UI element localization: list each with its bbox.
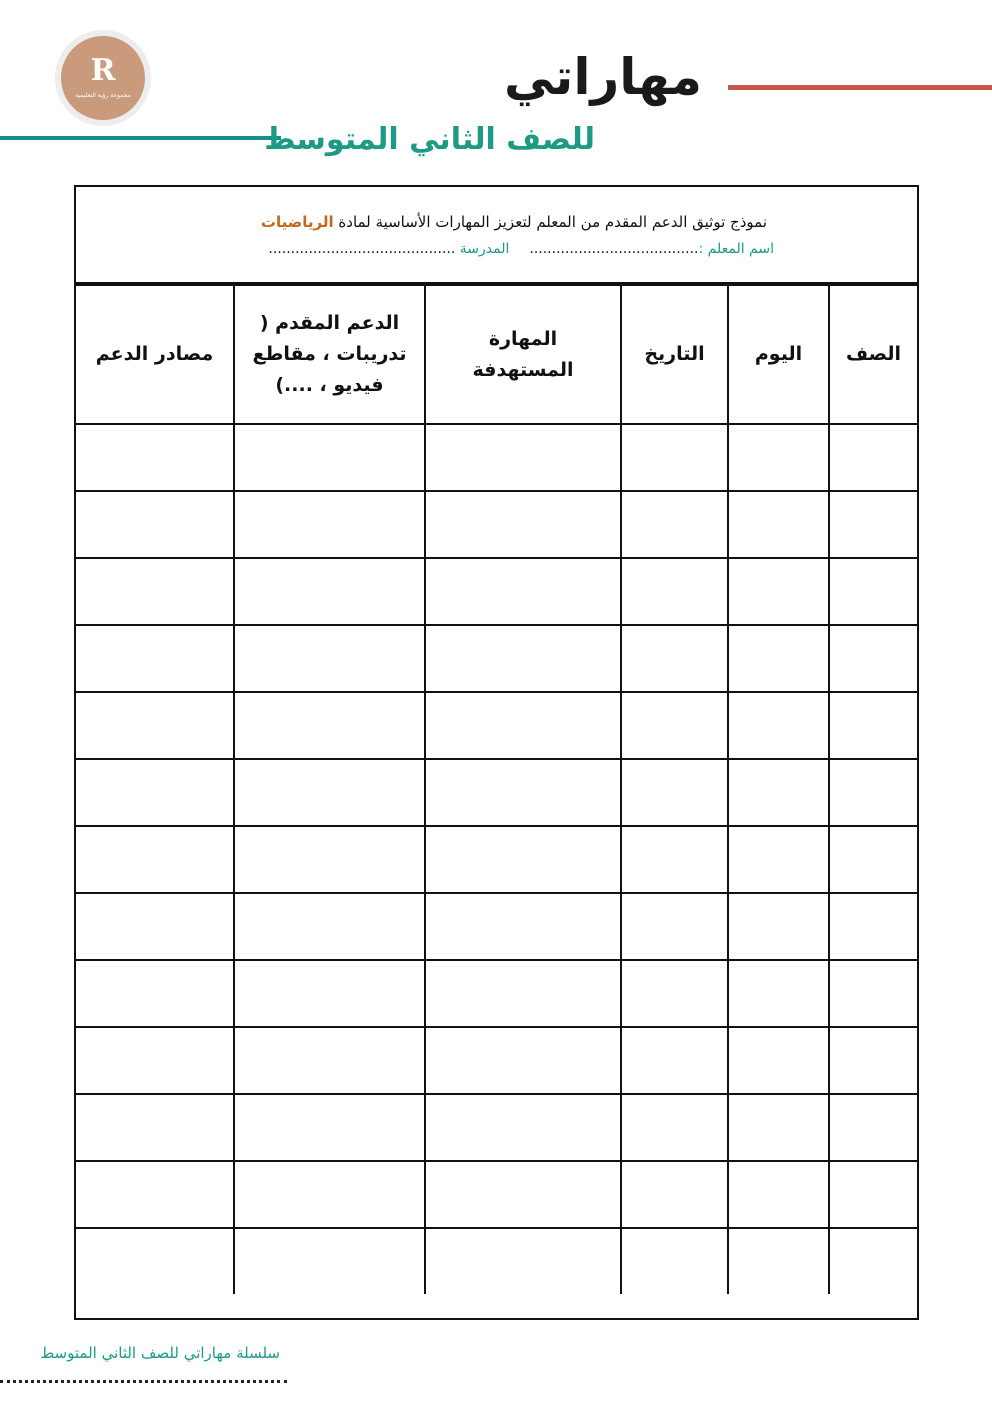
support-form	[74, 185, 919, 1320]
table-row	[76, 759, 917, 826]
table-row	[76, 1094, 917, 1161]
table-cell[interactable]	[425, 1094, 621, 1161]
table-cell[interactable]	[76, 424, 234, 491]
form-info	[76, 187, 917, 284]
table-row	[76, 1027, 917, 1094]
table-cell[interactable]	[621, 1027, 728, 1094]
table-cell[interactable]	[425, 491, 621, 558]
form-heading	[261, 213, 767, 231]
teacher-label: اسم المعلم :	[698, 241, 774, 257]
col-header-target-skill: المهارة المستهدفة	[425, 285, 621, 424]
table-cell[interactable]	[621, 1094, 728, 1161]
table-cell[interactable]	[234, 491, 425, 558]
table-cell[interactable]	[728, 1228, 829, 1294]
table-cell[interactable]	[234, 759, 425, 826]
table-row	[76, 692, 917, 759]
table-cell[interactable]	[728, 692, 829, 759]
col-header-date: التاريخ	[621, 285, 728, 424]
table-cell[interactable]	[234, 1161, 425, 1228]
table-cell[interactable]	[76, 491, 234, 558]
table-cell[interactable]	[621, 893, 728, 960]
table-cell[interactable]	[829, 759, 917, 826]
table-cell[interactable]	[728, 424, 829, 491]
table-cell[interactable]	[621, 1161, 728, 1228]
table-cell[interactable]	[829, 1161, 917, 1228]
table-header-row	[76, 285, 917, 424]
table-cell[interactable]	[728, 625, 829, 692]
table-cell[interactable]	[425, 893, 621, 960]
table-cell[interactable]	[829, 893, 917, 960]
table-cell[interactable]	[621, 1228, 728, 1294]
table-cell[interactable]	[425, 1027, 621, 1094]
logo-badge	[61, 36, 145, 120]
table-cell[interactable]	[425, 692, 621, 759]
table-cell[interactable]	[621, 826, 728, 893]
table-cell[interactable]	[829, 1027, 917, 1094]
table-cell[interactable]	[728, 893, 829, 960]
table-cell[interactable]	[76, 1228, 234, 1294]
table-cell[interactable]	[829, 960, 917, 1027]
table-cell[interactable]	[425, 424, 621, 491]
red-rule	[728, 85, 992, 90]
page-subtitle: للصف الثاني المتوسط	[264, 122, 595, 157]
table-cell[interactable]	[829, 692, 917, 759]
table-cell[interactable]	[425, 1228, 621, 1294]
table-cell[interactable]	[728, 759, 829, 826]
table-cell[interactable]	[234, 558, 425, 625]
table-cell[interactable]	[728, 558, 829, 625]
form-heading-text: نموذج توثيق الدعم المقدم من المعلم لتعزيز المهارات الأساسية لمادة	[338, 213, 767, 231]
logo-mark: R	[90, 53, 116, 88]
table-row	[76, 558, 917, 625]
table-row	[76, 960, 917, 1027]
table-cell[interactable]	[76, 558, 234, 625]
table-cell[interactable]	[621, 759, 728, 826]
table-cell[interactable]	[829, 1228, 917, 1294]
table-cell[interactable]	[234, 424, 425, 491]
table-cell[interactable]	[76, 1161, 234, 1228]
col-header-support-provided: الدعم المقدم ( تدريبات ، مقاطع فيديو ، ....)	[234, 285, 425, 424]
table-cell[interactable]	[621, 692, 728, 759]
table-cell[interactable]	[234, 1027, 425, 1094]
table-cell[interactable]	[234, 826, 425, 893]
teacher-name-field[interactable]: ......................................	[529, 241, 699, 257]
table-cell[interactable]	[234, 1228, 425, 1294]
table-cell[interactable]	[621, 625, 728, 692]
table-row	[76, 1228, 917, 1294]
table-cell[interactable]	[76, 692, 234, 759]
table-cell[interactable]	[425, 558, 621, 625]
table-cell[interactable]	[76, 625, 234, 692]
table-cell[interactable]	[425, 625, 621, 692]
table-row	[76, 625, 917, 692]
table-cell[interactable]	[621, 960, 728, 1027]
table-cell[interactable]	[234, 692, 425, 759]
table-cell[interactable]	[234, 625, 425, 692]
table-row	[76, 424, 917, 491]
table-row	[76, 491, 917, 558]
table-row	[76, 893, 917, 960]
table-cell[interactable]	[76, 1027, 234, 1094]
table-cell[interactable]	[76, 960, 234, 1027]
teal-rule	[0, 136, 281, 140]
page-title: مهاراتي	[503, 48, 702, 106]
col-header-day: اليوم	[728, 285, 829, 424]
school-name-field[interactable]: ..........................................	[268, 241, 456, 257]
logo-caption: مجموعة رؤية التعليمية	[75, 92, 131, 99]
table-cell[interactable]	[829, 558, 917, 625]
table-cell[interactable]	[728, 491, 829, 558]
table-cell[interactable]	[425, 960, 621, 1027]
subject-name: الرياضيات	[260, 213, 334, 231]
table-cell[interactable]	[76, 893, 234, 960]
footer-dotted-rule	[0, 1380, 287, 1383]
table-cell[interactable]	[234, 893, 425, 960]
table-cell[interactable]	[76, 759, 234, 826]
col-header-class: الصف	[829, 285, 917, 424]
school-label: المدرسة	[459, 241, 510, 257]
table-cell[interactable]	[76, 826, 234, 893]
table-row	[76, 1161, 917, 1228]
footer-series-title: سلسلة مهاراتي للصف الثاني المتوسط	[40, 1344, 280, 1362]
table-cell[interactable]	[425, 826, 621, 893]
table-cell[interactable]	[829, 491, 917, 558]
table-cell[interactable]	[728, 1161, 829, 1228]
table-cell[interactable]	[234, 1094, 425, 1161]
table-cell[interactable]	[234, 960, 425, 1027]
table-body	[76, 424, 917, 1294]
table-cell[interactable]	[621, 424, 728, 491]
table-cell[interactable]	[829, 424, 917, 491]
table-cell[interactable]	[728, 826, 829, 893]
table-cell[interactable]	[76, 1094, 234, 1161]
form-fields-line	[268, 241, 774, 257]
table-cell[interactable]	[728, 960, 829, 1027]
records-table	[76, 284, 917, 1294]
table-cell[interactable]	[728, 1027, 829, 1094]
table-cell[interactable]	[621, 491, 728, 558]
table-cell[interactable]	[425, 1161, 621, 1228]
table-cell[interactable]	[829, 826, 917, 893]
logo	[55, 30, 151, 126]
col-header-support-sources: مصادر الدعم	[76, 285, 234, 424]
table-cell[interactable]	[425, 759, 621, 826]
table-row	[76, 826, 917, 893]
table-cell[interactable]	[621, 558, 728, 625]
table-cell[interactable]	[728, 1094, 829, 1161]
table-cell[interactable]	[829, 1094, 917, 1161]
table-cell[interactable]	[829, 625, 917, 692]
